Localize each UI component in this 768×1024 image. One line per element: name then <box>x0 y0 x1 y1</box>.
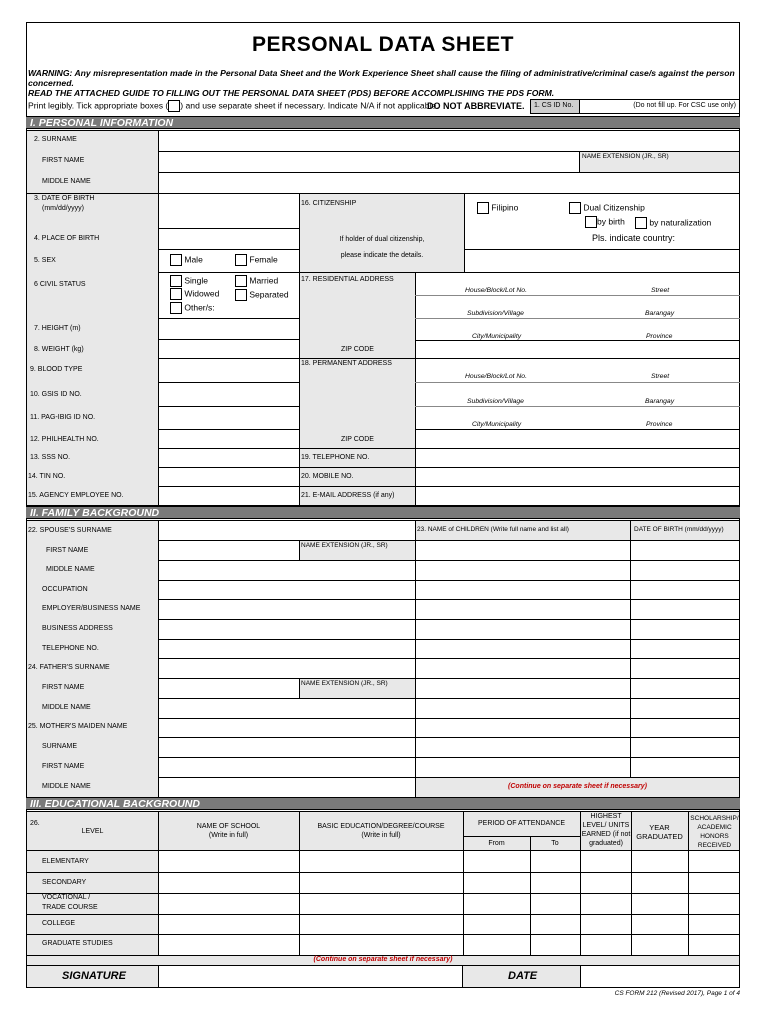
fam-line <box>158 658 416 659</box>
period-sub-line <box>463 836 580 837</box>
email-label: 21. E-MAIL ADDRESS (if any) <box>301 492 395 499</box>
employer-label: EMPLOYER/BUSINESS NAME <box>42 605 141 612</box>
dob-label: 3. DATE OF BIRTH <box>34 195 95 202</box>
married-checkbox[interactable] <box>235 275 247 287</box>
mother-first-name-label: FIRST NAME <box>42 763 85 770</box>
by-birth-label: by birth <box>597 216 625 227</box>
edu-row-line <box>26 934 740 935</box>
edu-col-line <box>158 850 159 956</box>
dual-checkbox[interactable] <box>569 202 581 214</box>
cs-id-label: 1. CS ID No. <box>530 99 580 114</box>
agency-no-field[interactable] <box>158 486 300 506</box>
citizenship-label: 16. CITIZENSHIP <box>301 200 357 207</box>
perm-province-label: Province <box>646 421 673 428</box>
father-first-name-label: FIRST NAME <box>42 684 85 691</box>
edu-row-line <box>26 914 740 915</box>
sex-male-option[interactable] <box>170 254 203 266</box>
child-dob-header <box>630 520 740 541</box>
college-label: COLLEGE <box>42 920 76 927</box>
widowed-checkbox[interactable] <box>170 288 182 300</box>
period-header: PERIOD OF ATTENDANCE <box>478 820 565 827</box>
degree-subheader: (Write in full) <box>361 832 401 839</box>
name-ext-field[interactable] <box>579 151 740 173</box>
cs-id-note: (Do not fill up. For CSC use only) <box>633 102 736 109</box>
fam-line <box>158 777 416 778</box>
child-row-line <box>415 599 740 600</box>
blood-type-label: 9. BLOOD TYPE <box>30 366 83 373</box>
date-field[interactable] <box>580 965 740 988</box>
edu-row-line <box>26 893 740 894</box>
spouse-name-ext-label: NAME EXTENSION (JR., SR) <box>301 542 388 549</box>
child-row-line <box>415 658 740 659</box>
sss-field[interactable] <box>158 448 300 468</box>
edu-col-line <box>580 850 581 956</box>
child-row-line <box>415 737 740 738</box>
civil-status-label: 6 CIVIL STATUS <box>34 281 86 288</box>
first-name-label: FIRST NAME <box>42 157 85 164</box>
graduate-studies-label: GRADUATE STUDIES <box>42 940 113 947</box>
indicate-country-label: Pls. indicate country: <box>592 233 676 243</box>
mother-maiden-label: 25. MOTHER'S MAIDEN NAME <box>28 723 128 730</box>
male-checkbox[interactable] <box>170 254 182 266</box>
children-continue-note: (Continue on separate sheet if necessary) <box>508 783 647 790</box>
civil-widowed-option[interactable] <box>170 288 219 300</box>
res-barangay-label: Barangay <box>645 310 675 317</box>
middle-name-field[interactable] <box>158 172 740 194</box>
child-row-line <box>415 757 740 758</box>
res-subdivision-label: Subdivision/Village <box>467 310 524 317</box>
pagibig-field[interactable] <box>158 406 300 430</box>
pagibig-label: 11. PAG-IBIG ID NO. <box>30 414 96 421</box>
female-label: Female <box>249 254 278 265</box>
education-number: 26. <box>30 820 40 827</box>
surname-field[interactable] <box>158 130 740 152</box>
to-header: To <box>551 840 559 847</box>
section-personal-info: I. PERSONAL INFORMATION <box>26 116 740 129</box>
level-header: LEVEL <box>81 828 104 835</box>
by-nat-checkbox[interactable] <box>635 217 647 229</box>
fam-line <box>158 718 416 719</box>
business-address-label: BUSINESS ADDRESS <box>42 625 113 632</box>
civil-single-option[interactable] <box>170 275 208 287</box>
others-checkbox[interactable] <box>170 302 182 314</box>
tin-field[interactable] <box>158 467 300 487</box>
school-header: NAME OF SCHOOL <box>196 823 261 830</box>
height-field[interactable] <box>158 318 300 340</box>
warning-line: WARNING: Any misrepresentation made in the Personal Data Sheet and the Work Experience Sheet shall cause the filing of administrative/criminal case/s against the person concerned. <box>28 68 735 88</box>
res-line-2 <box>415 318 740 319</box>
perm-line-1 <box>415 382 740 383</box>
page-title: PERSONAL DATA SHEET <box>252 33 514 56</box>
spouse-first-name-label: FIRST NAME <box>46 547 89 554</box>
occupation-label: OCCUPATION <box>42 586 88 593</box>
civil-others-option[interactable] <box>170 302 215 314</box>
middle-name-label: MIDDLE NAME <box>42 178 91 185</box>
first-name-field[interactable] <box>158 151 580 173</box>
section-educational-background: III. EDUCATIONAL BACKGROUND <box>26 797 740 810</box>
res-province-label: Province <box>646 333 673 340</box>
dob-field[interactable] <box>158 193 300 229</box>
tin-label: 14. TIN NO. <box>28 473 66 480</box>
telephone-label: 19. TELEPHONE NO. <box>301 454 370 461</box>
trade-course-label: TRADE COURSE <box>42 904 98 911</box>
single-label: Single <box>184 275 209 286</box>
print-instructions <box>28 100 439 112</box>
child-row-line <box>415 580 740 581</box>
gsis-label: 10. GSIS ID NO. <box>30 391 82 398</box>
res-addr-field[interactable] <box>415 272 740 359</box>
telephone-field[interactable] <box>415 448 740 468</box>
print-text-a: Print legibly. Tick appropriate boxes ( <box>28 100 169 111</box>
edu-col-line <box>530 850 531 956</box>
family-label-column <box>26 520 159 798</box>
edu-row-line <box>26 872 740 873</box>
civil-married-option[interactable] <box>235 275 278 287</box>
civil-separated-option[interactable] <box>235 289 289 301</box>
spouse-name-ext-cell[interactable] <box>299 540 416 561</box>
signature-field[interactable] <box>158 965 463 988</box>
child-dob-label: DATE OF BIRTH (mm/dd/yyyy) <box>634 526 724 533</box>
dual-option[interactable] <box>569 202 645 214</box>
dual-note-a: If holder of dual citizenship, <box>339 236 425 243</box>
edu-col-line <box>299 850 300 956</box>
edu-col-line <box>688 850 689 956</box>
res-line-3 <box>415 340 740 341</box>
dob-format-label: (mm/dd/yyyy) <box>42 205 84 212</box>
others-label: Other/s: <box>184 302 215 313</box>
graduated-header: GRADUATED <box>636 832 683 841</box>
spouse-surname-label: 22. SPOUSE'S SURNAME <box>28 527 112 534</box>
email-label-cell <box>299 486 416 506</box>
philhealth-field[interactable] <box>158 429 300 449</box>
perm-city-label: City/Municipality <box>472 421 522 428</box>
fam-line <box>158 639 416 640</box>
no-abbreviate: DO NOT ABBREVIATE. <box>427 101 525 111</box>
gsis-field[interactable] <box>158 382 300 407</box>
res-addr-label: 17. RESIDENTIAL ADDRESS <box>301 276 394 283</box>
education-fields[interactable] <box>158 850 740 956</box>
section-family-background: II. FAMILY BACKGROUND <box>26 506 740 519</box>
child-row-line <box>415 560 740 561</box>
sex-female-option[interactable] <box>235 254 278 266</box>
name-ext-label: NAME EXTENSION (JR., SR) <box>582 153 669 160</box>
fam-line <box>158 619 416 620</box>
father-middle-name-label: MIDDLE NAME <box>42 704 91 711</box>
children-divider <box>630 540 631 778</box>
highest-level-header: HIGHEST LEVEL/ UNITS EARNED (if not graduated) <box>581 813 631 847</box>
male-label: Male <box>184 254 203 265</box>
perm-line-3 <box>415 429 740 430</box>
children-header <box>415 520 631 541</box>
mobile-field[interactable] <box>415 467 740 487</box>
female-checkbox[interactable] <box>235 254 247 266</box>
by-birth-checkbox[interactable] <box>585 216 597 228</box>
res-city-label: City/Municipality <box>472 333 522 340</box>
filipino-option[interactable] <box>477 202 518 214</box>
height-label: 7. HEIGHT (m) <box>34 325 81 332</box>
filipino-label: Filipino <box>491 202 519 213</box>
separated-checkbox[interactable] <box>235 289 247 301</box>
edu-continue-note: (Continue on separate sheet if necessary) <box>313 956 453 963</box>
widowed-label: Widowed <box>184 288 220 299</box>
perm-zip-label: ZIP CODE <box>341 436 374 443</box>
warning-text <box>28 68 736 98</box>
father-name-ext-label: NAME EXTENSION (JR., SR) <box>301 680 388 687</box>
perm-addr-field[interactable] <box>415 358 740 449</box>
res-street-label: Street <box>651 287 670 294</box>
secondary-label: SECONDARY <box>42 879 87 886</box>
telephone-label-cell <box>299 448 416 468</box>
child-row-line <box>415 639 740 640</box>
fam-line <box>158 757 416 758</box>
mother-middle-name-label: MIDDLE NAME <box>42 783 91 790</box>
elementary-label: ELEMENTARY <box>42 858 89 865</box>
fam-line <box>158 737 416 738</box>
perm-subdivision-label: Subdivision/Village <box>467 398 524 405</box>
fam-line <box>158 599 416 600</box>
philhealth-label: 12. PHILHEALTH NO. <box>30 436 99 443</box>
children-list[interactable] <box>415 540 740 778</box>
separated-label: Separated <box>249 289 289 300</box>
vocational-label: VOCATIONAL / <box>42 894 91 901</box>
spouse-middle-name-label: MIDDLE NAME <box>46 566 95 573</box>
print-text-b: ) and use separate sheet if necessary. Indicate N/A if not applicable. <box>180 100 439 111</box>
father-name-ext-cell[interactable] <box>299 678 416 699</box>
filipino-checkbox[interactable] <box>477 202 489 214</box>
res-house-label: House/Block/Lot No. <box>465 287 527 294</box>
father-surname-label: 24. FATHER'S SURNAME <box>28 664 110 671</box>
single-checkbox[interactable] <box>170 275 182 287</box>
pob-field[interactable] <box>158 228 300 250</box>
agency-no-label: 15. AGENCY EMPLOYEE NO. <box>28 492 124 499</box>
by-nat-label: by naturalization <box>649 217 712 228</box>
child-row-line <box>415 718 740 719</box>
sex-label: 5. SEX <box>34 257 56 264</box>
child-row-line <box>415 678 740 679</box>
surname-label: 2. SURNAME <box>34 136 77 143</box>
married-label: Married <box>249 275 279 286</box>
scholarship-header: SCHOLARSHIP/ ACADEMIC HONORS RECEIVED <box>690 815 739 849</box>
child-row-line <box>415 619 740 620</box>
by-naturalization-option[interactable] <box>635 217 711 229</box>
country-field[interactable] <box>464 249 740 273</box>
school-subheader: (Write in full) <box>208 832 249 839</box>
edu-col-line <box>463 850 464 956</box>
perm-street-label: Street <box>651 373 670 380</box>
cs-id-field[interactable] <box>580 99 740 114</box>
perm-house-label: House/Block/Lot No. <box>465 373 527 380</box>
child-row-line <box>415 698 740 699</box>
perm-line-2 <box>415 406 740 407</box>
sss-label: 13. SSS NO. <box>30 454 71 461</box>
date-label: DATE <box>508 970 538 982</box>
pob-label: 4. PLACE OF BIRTH <box>34 235 100 242</box>
guide-line: READ THE ATTACHED GUIDE TO FILLING OUT THE PERSONAL DATA SHEET (PDS) BEFORE ACCOMPLISHING THE PDS FORM. <box>28 88 555 98</box>
perm-barangay-label: Barangay <box>645 398 675 405</box>
res-zip-label: ZIP CODE <box>341 346 374 353</box>
mobile-label-cell <box>299 467 416 487</box>
fam-line <box>158 580 416 581</box>
res-line-1 <box>415 295 740 296</box>
spouse-telephone-label: TELEPHONE NO. <box>42 645 99 652</box>
weight-field[interactable] <box>158 339 300 359</box>
perm-addr-label: 18. PERMANENT ADDRESS <box>301 360 392 367</box>
by-birth-option[interactable] <box>585 216 625 228</box>
dual-note-b: please indicate the details. <box>340 252 424 259</box>
dual-label: Dual Citizenship <box>583 202 645 213</box>
mother-surname-label: SURNAME <box>42 743 78 750</box>
children-label: 23. NAME of CHILDREN (Write full name and list all) <box>417 526 569 533</box>
edu-col-line <box>631 850 632 956</box>
mobile-label: 20. MOBILE NO. <box>301 473 354 480</box>
from-header: From <box>488 840 505 847</box>
sample-checkbox <box>168 100 180 112</box>
blood-type-field[interactable] <box>158 358 300 383</box>
signature-label: SIGNATURE <box>62 970 126 982</box>
email-field[interactable] <box>415 486 740 506</box>
weight-label: 8. WEIGHT (kg) <box>34 346 84 353</box>
year-header: YEAR <box>649 823 670 832</box>
degree-header: BASIC EDUCATION/DEGREE/COURSE <box>317 823 445 830</box>
form-footer: CS FORM 212 (Revised 2017), Page 1 of 4 <box>614 990 740 997</box>
